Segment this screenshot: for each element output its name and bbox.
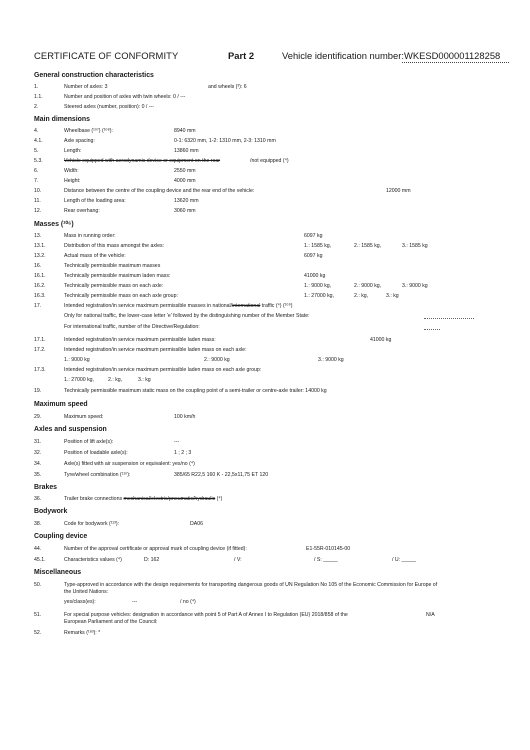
row-value: 1 ; 2 ; 3 xyxy=(174,450,192,456)
axle-3-value: 3.: 1585 kg xyxy=(402,243,428,249)
row-number: 17.2. xyxy=(34,347,46,353)
row-label-cont: European Parliament and of the Council: xyxy=(64,619,158,625)
row-label-end: traffic (⁴) (¹⁰⁹) xyxy=(260,303,293,309)
row-number: 13.1. xyxy=(34,243,46,249)
row-number: 16.1. xyxy=(34,273,46,279)
section-speed: Maximum speed xyxy=(34,401,88,408)
row-value: 4000 mm xyxy=(174,178,196,184)
row-number: 10. xyxy=(34,188,42,194)
section-general: General construction characteristics xyxy=(34,72,154,79)
value-u: / U: _____ xyxy=(392,557,416,563)
row-number: 34. xyxy=(34,461,42,467)
vin-label: Vehicle identification number: xyxy=(282,50,404,61)
row-label: Number of axles: 3 xyxy=(64,84,108,90)
row-number: 52. xyxy=(34,630,42,636)
row-value: --- xyxy=(132,599,138,605)
group-3-value: 3.: kg xyxy=(386,293,399,299)
section-coupling: Coupling device xyxy=(34,533,88,540)
row-number: 7. xyxy=(34,178,39,184)
row-value: N/A xyxy=(426,612,435,618)
row-label-struck: international xyxy=(232,303,261,309)
row-label: For international traffic, number of the Directive/Regulation: xyxy=(64,324,200,330)
value-s: / S: _____ xyxy=(314,557,338,563)
row-number: 31. xyxy=(34,439,42,445)
group-1-value: 1.: 27000 kg, xyxy=(304,293,334,299)
row-label: Position of loadable axle(s): xyxy=(64,450,128,456)
dotted-fill-line xyxy=(424,318,474,319)
row-value: DA06 xyxy=(190,521,203,527)
row-value: 3060 mm xyxy=(174,208,196,214)
row-number: 19. xyxy=(34,388,42,394)
certificate-header xyxy=(34,50,509,66)
row-label: Distribution of this mass amongst the axles: xyxy=(64,243,165,249)
row-number: 50. xyxy=(34,582,42,588)
row-number: 17. xyxy=(34,303,42,309)
row-value-no: / no (⁴) xyxy=(180,599,196,605)
row-label: Number and position of axles with twin wheels: 0 / --- xyxy=(64,94,186,100)
row-value: 41000 kg xyxy=(370,337,392,343)
axle-1-value: 1.: 9000 kg xyxy=(64,357,90,363)
row-label xyxy=(64,496,222,503)
row-number: 2. xyxy=(34,104,39,110)
row-value: 0-1: 6320 mm, 1-2: 1310 mm, 2-3: 1310 mm xyxy=(174,138,276,144)
row-number: 16. xyxy=(34,263,42,269)
row-label-end: (⁴) xyxy=(215,496,223,502)
section-bodywork: Bodywork xyxy=(34,508,68,515)
row-number: 16.2. xyxy=(34,283,46,289)
row-label: For special purpose vehicles: designation in accordance with point 5 of Part A of Annex I to Regulation (EU) 2018/858 of the xyxy=(64,612,348,618)
axle-2-value: 2.: 9000 kg, xyxy=(354,283,382,289)
row-number: 51. xyxy=(34,612,42,618)
row-label: Axle spacing: xyxy=(64,138,95,144)
row-number: 6. xyxy=(34,168,39,174)
row-value: and wheels (³): 6 xyxy=(208,84,247,90)
row-label: Tyre/wheel combination (¹¹⁰): xyxy=(64,472,131,478)
row-value: 8940 mm xyxy=(174,128,196,134)
row-value: 2550 mm xyxy=(174,168,196,174)
row-value: E1-55R-010145-00 xyxy=(306,546,351,552)
row-label-struck: mechanical/electric/pneumatic/hydraulic xyxy=(123,496,216,502)
row-label: Technically permissible mass on each axle group: xyxy=(64,293,178,299)
row-label: yes/class(es): xyxy=(64,599,96,605)
group-2-value: 2.: kg, xyxy=(108,377,123,383)
row-number: 1.1. xyxy=(34,94,43,100)
row-number: 5.3. xyxy=(34,158,43,164)
row-label: Intended registration/in service maximum permissible laden mass on each axle: xyxy=(64,347,247,353)
row-label: Technically permissible maximum laden mass: xyxy=(64,273,171,279)
axle-2-value: 2.: 1585 kg, xyxy=(354,243,382,249)
row-label: Length: xyxy=(64,148,82,154)
row-number: 45.1. xyxy=(34,557,46,563)
row-label: Wheelbase (¹⁰⁷) (¹⁰⁸): xyxy=(64,128,113,134)
section-dimensions: Main dimensions xyxy=(34,116,90,123)
row-number: 36. xyxy=(34,496,42,502)
row-number: 35. xyxy=(34,472,42,478)
row-value: /not equipped (⁴) xyxy=(250,158,289,164)
row-value: --- xyxy=(174,439,180,445)
row-number: 5. xyxy=(34,148,39,154)
row-label: Axle(s) fitted with air suspension or equivalent: yes/no (⁴) xyxy=(64,461,195,467)
row-label: Code for bodywork (¹¹³): xyxy=(64,521,120,527)
value-v: / V: xyxy=(234,557,242,563)
row-label: Mass in running order: xyxy=(64,233,116,239)
row-number: 1. xyxy=(34,84,39,90)
row-label: Length of the loading area: xyxy=(64,198,126,204)
axle-1-value: 1.: 1585 kg, xyxy=(304,243,332,249)
row-label-text: Intended registration/in service maximum permissible masses in national/ xyxy=(64,303,233,309)
row-label: Number of the approval certificate or approval mark of coupling device (if fitted): xyxy=(64,546,247,552)
row-value: 41000 kg xyxy=(304,273,326,279)
row-value: 12000 mm xyxy=(386,188,411,194)
document-title: CERTIFICATE OF CONFORMITY xyxy=(34,50,179,61)
row-label-cont: the United Nations: xyxy=(64,589,109,595)
row-number: 13. xyxy=(34,233,42,239)
row-label: Distance between the centre of the coupling device and the rear end of the vehicle: xyxy=(64,188,255,194)
section-misc: Miscellaneous xyxy=(34,569,82,576)
row-label-struck: Vehicle equipped with aerodynamic device or equipment on the rear xyxy=(64,158,221,164)
axle-3-value: 3.: 9000 kg xyxy=(318,357,344,363)
part-label: Part 2 xyxy=(228,50,255,61)
row-label: Technically permissible mass on each axle: xyxy=(64,283,164,289)
row-number: 44. xyxy=(34,546,42,552)
axle-1-value: 1.: 9000 kg, xyxy=(304,283,332,289)
row-number: 38. xyxy=(34,521,42,527)
row-value: 6097 kg xyxy=(304,253,323,259)
row-value: 100 km/h xyxy=(174,414,196,420)
section-masses: Masses (¹⁰⁶) xyxy=(34,221,74,228)
row-number: 13.2. xyxy=(34,253,46,259)
row-label: Steered axles (number, position): 0 / --- xyxy=(64,104,154,110)
row-number: 12. xyxy=(34,208,42,214)
row-label xyxy=(64,303,292,310)
row-label: Intended registration/in service maximum permissible laden mass on each axle group: xyxy=(64,367,262,373)
row-label: Characteristics values (⁴) xyxy=(64,557,122,563)
row-label: Remarks (¹⁸³): * xyxy=(64,630,101,636)
row-number: 29. xyxy=(34,414,42,420)
axle-2-value: 2.: 9000 kg xyxy=(204,357,230,363)
row-label: Technically permissible maximum static mass on the coupling point of a semi-trailer or centre-axle trailer: 14000 kg xyxy=(64,388,327,394)
row-number: 11. xyxy=(34,198,41,204)
row-label: Width: xyxy=(64,168,79,174)
row-value: 385/65 R22,5 160 K - 22,5x11,75 ET 120 xyxy=(174,472,269,478)
group-3-value: 3.: kg xyxy=(138,377,151,383)
row-label: Position of lift axle(s): xyxy=(64,439,114,445)
row-number: 4. xyxy=(34,128,39,134)
row-value: 6097 kg xyxy=(304,233,323,239)
row-label: Actual mass of the vehicle: xyxy=(64,253,126,259)
group-1-value: 1.: 27000 kg, xyxy=(64,377,94,383)
section-axles: Axles and suspension xyxy=(34,426,107,433)
row-label: Rear overhang: xyxy=(64,208,100,214)
row-number: 32. xyxy=(34,450,42,456)
row-number: 4.1. xyxy=(34,138,43,144)
value-d: D: 162 xyxy=(144,557,160,563)
row-number: 16.3. xyxy=(34,293,46,299)
section-brakes: Brakes xyxy=(34,484,57,491)
row-label-text: Trailer brake connections xyxy=(64,496,124,502)
row-number: 17.3. xyxy=(34,367,46,373)
row-value: 13620 mm xyxy=(174,198,199,204)
row-label: Intended registration/in service maximum permissible laden mass: xyxy=(64,337,216,343)
vin-underline xyxy=(402,62,509,63)
row-label: Height: xyxy=(64,178,81,184)
row-number: 17.1. xyxy=(34,337,46,343)
dotted-fill-line xyxy=(424,329,440,330)
vin-value: WKESD000001128258 xyxy=(404,50,501,61)
row-label: Technically permissible maximum masses xyxy=(64,263,161,269)
row-value: 13860 mm xyxy=(174,148,199,154)
row-label: Type-approved in accordance with the design requirements for transporting dangerous goods of UN Regulation No 105 of the Economic Commission for Europe of xyxy=(64,582,438,588)
group-2-value: 2.: kg, xyxy=(354,293,369,299)
row-label: Maximum speed: xyxy=(64,414,104,420)
row-label: Only for national traffic, the lower-case letter 'e' followed by the distinguishing number of the Member State: xyxy=(64,313,310,319)
axle-3-value: 3.: 9000 kg xyxy=(402,283,428,289)
